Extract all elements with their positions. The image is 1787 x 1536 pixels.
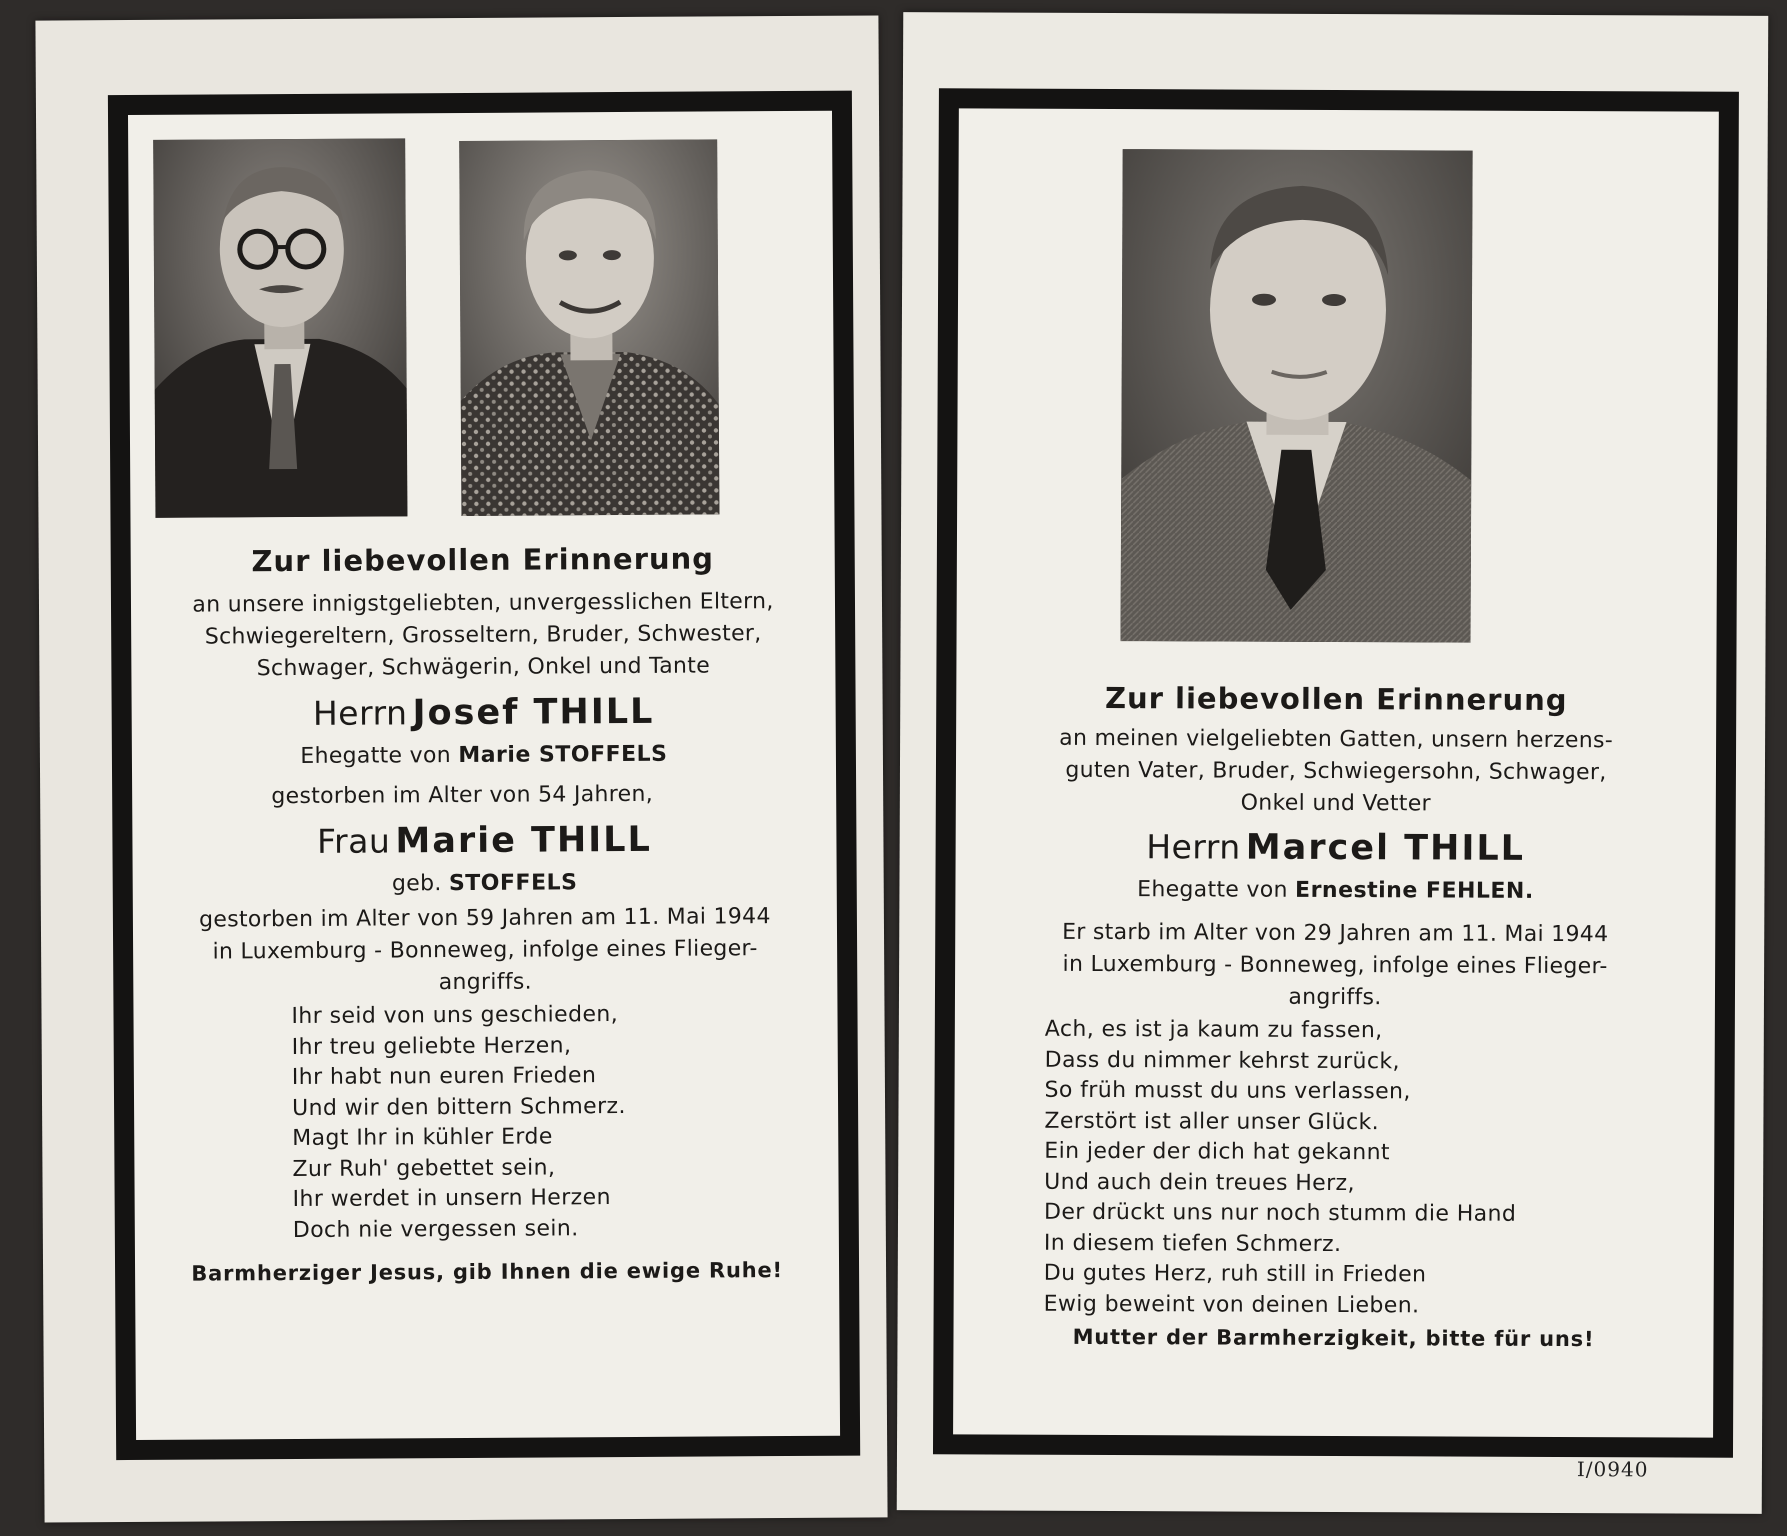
poem-line: Ihr habt nun euren Frieden [291,1063,597,1091]
intro-line: Schwager, Schwägerin, Onkel und Tante [256,653,711,682]
spouse-line-marcel: Ehegatte von Ernestine FEHLEN. [1137,877,1534,904]
death-line: gestorben im Alter von 59 Jahren am 11. Mai 1944 [199,904,771,933]
heading-left: Zur liebevollen Erinnerung [251,541,715,579]
intro-line: an unsere innigstgeliebten, unvergesslichen Eltern, [192,589,774,618]
poem-line: Du gutes Herz, ruh still in Frieden [1043,1260,1427,1288]
poem-line: So früh musst du uns verlassen, [1044,1077,1411,1105]
closing-prayer-left: Barmherziger Jesus, gib Ihnen die ewige Ruhe! [191,1258,783,1286]
intro-line: Onkel und Vetter [1240,790,1431,817]
name-marcel: Herrn Marcel THILL [1146,827,1526,869]
death-text-marcel [955,916,1715,1015]
closing-prayer-right: Mutter der Barmherzigkeit, bitte für uns! [1072,1324,1595,1352]
death-line: in Luxemburg - Bonneweg, infolge eines Flieger- [212,936,758,965]
intro-line: Schwiegereltern, Grosseltern, Bruder, Schwester, [204,621,762,650]
heading-right: Zur liebevollen Erinnerung [1104,681,1568,718]
poem-left [291,1000,626,1246]
poem-line: Doch nie vergessen sein. [292,1215,579,1243]
intro-text-left [131,586,836,686]
mourning-border [108,91,860,1461]
spouse-line-josef: Ehegatte von Marie STOFFELS [300,741,668,769]
portrait-photo-josef [153,138,407,518]
death-line-josef: gestorben im Alter von 54 Jahren, [271,781,654,810]
death-line: angriffs. [1288,984,1382,1011]
poem-line: Der drückt uns nur noch stumm die Hand [1043,1199,1517,1227]
poem-line: Ihr seid von uns geschieden, [291,1002,619,1030]
poem-right [1044,1015,1518,1322]
mourning-border [933,88,1739,1457]
poem-line: In diesem tiefen Schmerz. [1043,1230,1342,1257]
poem-line: Ewig beweint von deinen Lieben. [1043,1291,1420,1318]
poem-line: Magt Ihr in kühler Erde [292,1124,553,1152]
intro-line: guten Vater, Bruder, Schwiegersohn, Schwager, [1065,757,1607,786]
intro-text-right [956,722,1716,821]
memorial-card-left [35,15,887,1522]
memorial-card-right [897,12,1769,1514]
death-line: Er starb im Alter von 29 Jahren am 11. Mai 1944 [1062,919,1609,948]
poem-line: Dass du nimmer kehrst zurück, [1044,1047,1400,1074]
death-line: in Luxemburg - Bonneweg, infolge eines Flieger- [1062,951,1608,980]
poem-line: Zerstört ist aller unser Glück. [1044,1108,1380,1135]
poem-line: Ihr werdet in unsern Herzen [292,1185,611,1213]
poem-line: Und auch dein treues Herz, [1044,1169,1355,1196]
portrait-photo-marcel [1121,149,1473,643]
poem-line: Ihr treu geliebte Herzen, [291,1032,572,1060]
death-line: angriffs. [438,969,532,996]
poem-line: Ach, es ist ja kaum zu fassen, [1044,1016,1383,1044]
name-josef: Herrn Josef THILL [312,691,655,734]
intro-line: an meinen vielgeliebten Gatten, unsern herzens- [1059,725,1614,754]
poem-line: Zur Ruh' gebettet sein, [292,1154,556,1182]
print-code: I/0940 [1576,1457,1649,1482]
poem-line: Und wir den bittern Schmerz. [291,1093,626,1121]
name-marie: Frau Marie THILL [316,819,652,862]
portrait-photo-marie [459,139,719,516]
poem-line: Ein jeder der dich hat gekannt [1044,1138,1391,1166]
birth-line-marie: geb. STOFFELS [391,870,578,897]
death-text-marie [133,901,838,1001]
